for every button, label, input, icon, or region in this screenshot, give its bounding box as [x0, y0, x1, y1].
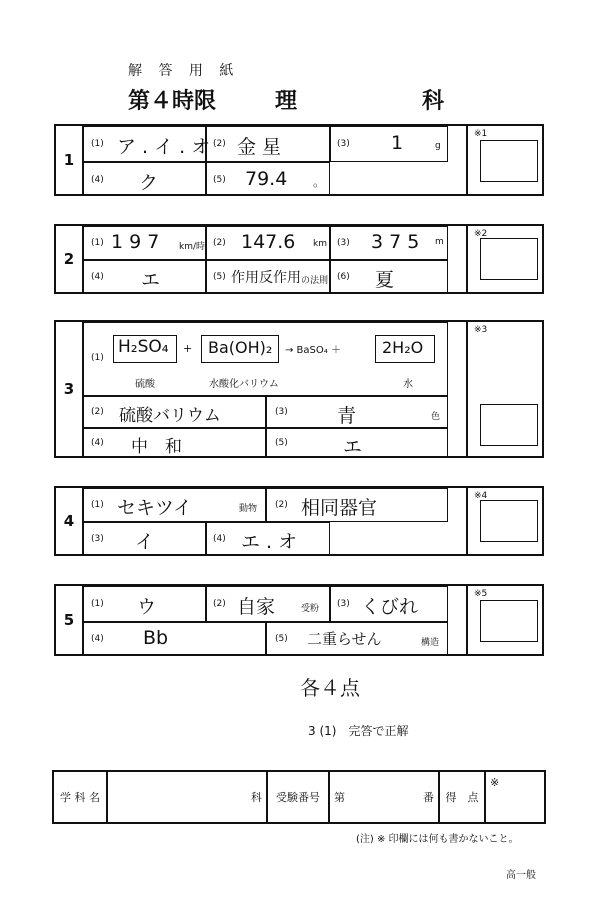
formula-box-1[interactable]: H₂SO₄ [113, 335, 177, 363]
score-box-2: ※2 [466, 226, 546, 292]
complete-answer-note: 3 (1) 完答で正解 [308, 724, 409, 738]
answer-5-5[interactable]: (5) 二重らせん 構造 [266, 622, 448, 656]
answer-2-1[interactable]: (1) 1 9 7 km/時 [82, 226, 206, 260]
dept-field[interactable]: 科 [107, 771, 267, 823]
question-2-block [54, 224, 544, 294]
question-1-block [54, 124, 544, 196]
question-4-block [54, 486, 544, 556]
points-note: 各４点 [300, 676, 360, 700]
exam-number-field[interactable]: 第 番 [329, 771, 439, 823]
dept-label: 学 科 名 [53, 771, 107, 823]
answer-3-3[interactable]: (3) 青 色 [266, 396, 448, 428]
score-box-5: ※5 [466, 586, 546, 654]
period-title: 第４時限 [128, 88, 217, 114]
score-box-3: ※3 [466, 322, 546, 456]
answer-1-5[interactable]: (5) 79.4 。 [206, 162, 330, 196]
answer-4-4[interactable]: (4) エ . オ [206, 522, 330, 556]
answer-3-2[interactable]: (2) 硫酸バリウム [82, 396, 266, 428]
answer-2-5[interactable]: (5) 作用反作用 の法則 [206, 260, 330, 294]
question-number: 5 [56, 586, 84, 654]
question-5-block [54, 584, 544, 656]
question-number: 3 [56, 322, 84, 456]
answer-4-2[interactable]: (2) 相同器官 [266, 488, 448, 522]
caution-note: (注) ※ 印欄には何も書かないこと。 [356, 834, 519, 845]
total-score-field: ※ [485, 771, 545, 823]
question-number: 4 [56, 488, 84, 554]
answer-2-2[interactable]: (2) 147.6 km [206, 226, 330, 260]
answer-4-1[interactable]: (1) セキツイ 動物 [82, 488, 266, 522]
subject-char-2: 科 [422, 88, 445, 114]
answer-2-6[interactable]: (6) 夏 [330, 260, 448, 294]
answer-5-3[interactable]: (3) くびれ [330, 586, 448, 622]
answer-3-5[interactable]: (5) エ [266, 428, 448, 458]
answer-3-1[interactable]: (1) H₂SO₄ + Ba(OH)₂ → BaSO₄ ＋ 2H₂O 硫酸 水酸化バリウム 水 [82, 322, 448, 396]
answer-1-2[interactable]: (2) 金 星 [206, 126, 330, 162]
question-number: 1 [56, 126, 84, 194]
student-info-table [52, 770, 546, 824]
answer-2-3[interactable]: (3) 3 7 5 m [330, 226, 448, 260]
formula-box-2[interactable]: Ba(OH)₂ [201, 335, 279, 363]
score-label: 得 点 [439, 771, 485, 823]
sheet-label: 解 答 用 紙 [128, 63, 240, 79]
answer-1-1[interactable]: (1) ア . イ . オ [82, 126, 206, 162]
answer-4-3[interactable]: (3) イ [82, 522, 206, 556]
answer-1-3[interactable]: (3) 1 g [330, 126, 448, 162]
category-label: 高一般 [506, 870, 536, 881]
answer-1-4[interactable]: (4) ク [82, 162, 206, 196]
answer-3-4[interactable]: (4) 中 和 [82, 428, 266, 458]
formula-box-3[interactable]: 2H₂O [375, 335, 435, 363]
subject-char-1: 理 [275, 88, 298, 114]
answer-5-1[interactable]: (1) ウ [82, 586, 206, 622]
exam-number-label: 受験番号 [267, 771, 329, 823]
answer-5-4[interactable]: (4) Bb [82, 622, 266, 656]
score-box-4: ※4 [466, 488, 546, 554]
question-3-block [54, 320, 544, 458]
score-box-1: ※1 [466, 126, 546, 194]
question-number: 2 [56, 226, 84, 292]
answer-5-2[interactable]: (2) 自家 受粉 [206, 586, 330, 622]
answer-2-4[interactable]: (4) エ [82, 260, 206, 294]
